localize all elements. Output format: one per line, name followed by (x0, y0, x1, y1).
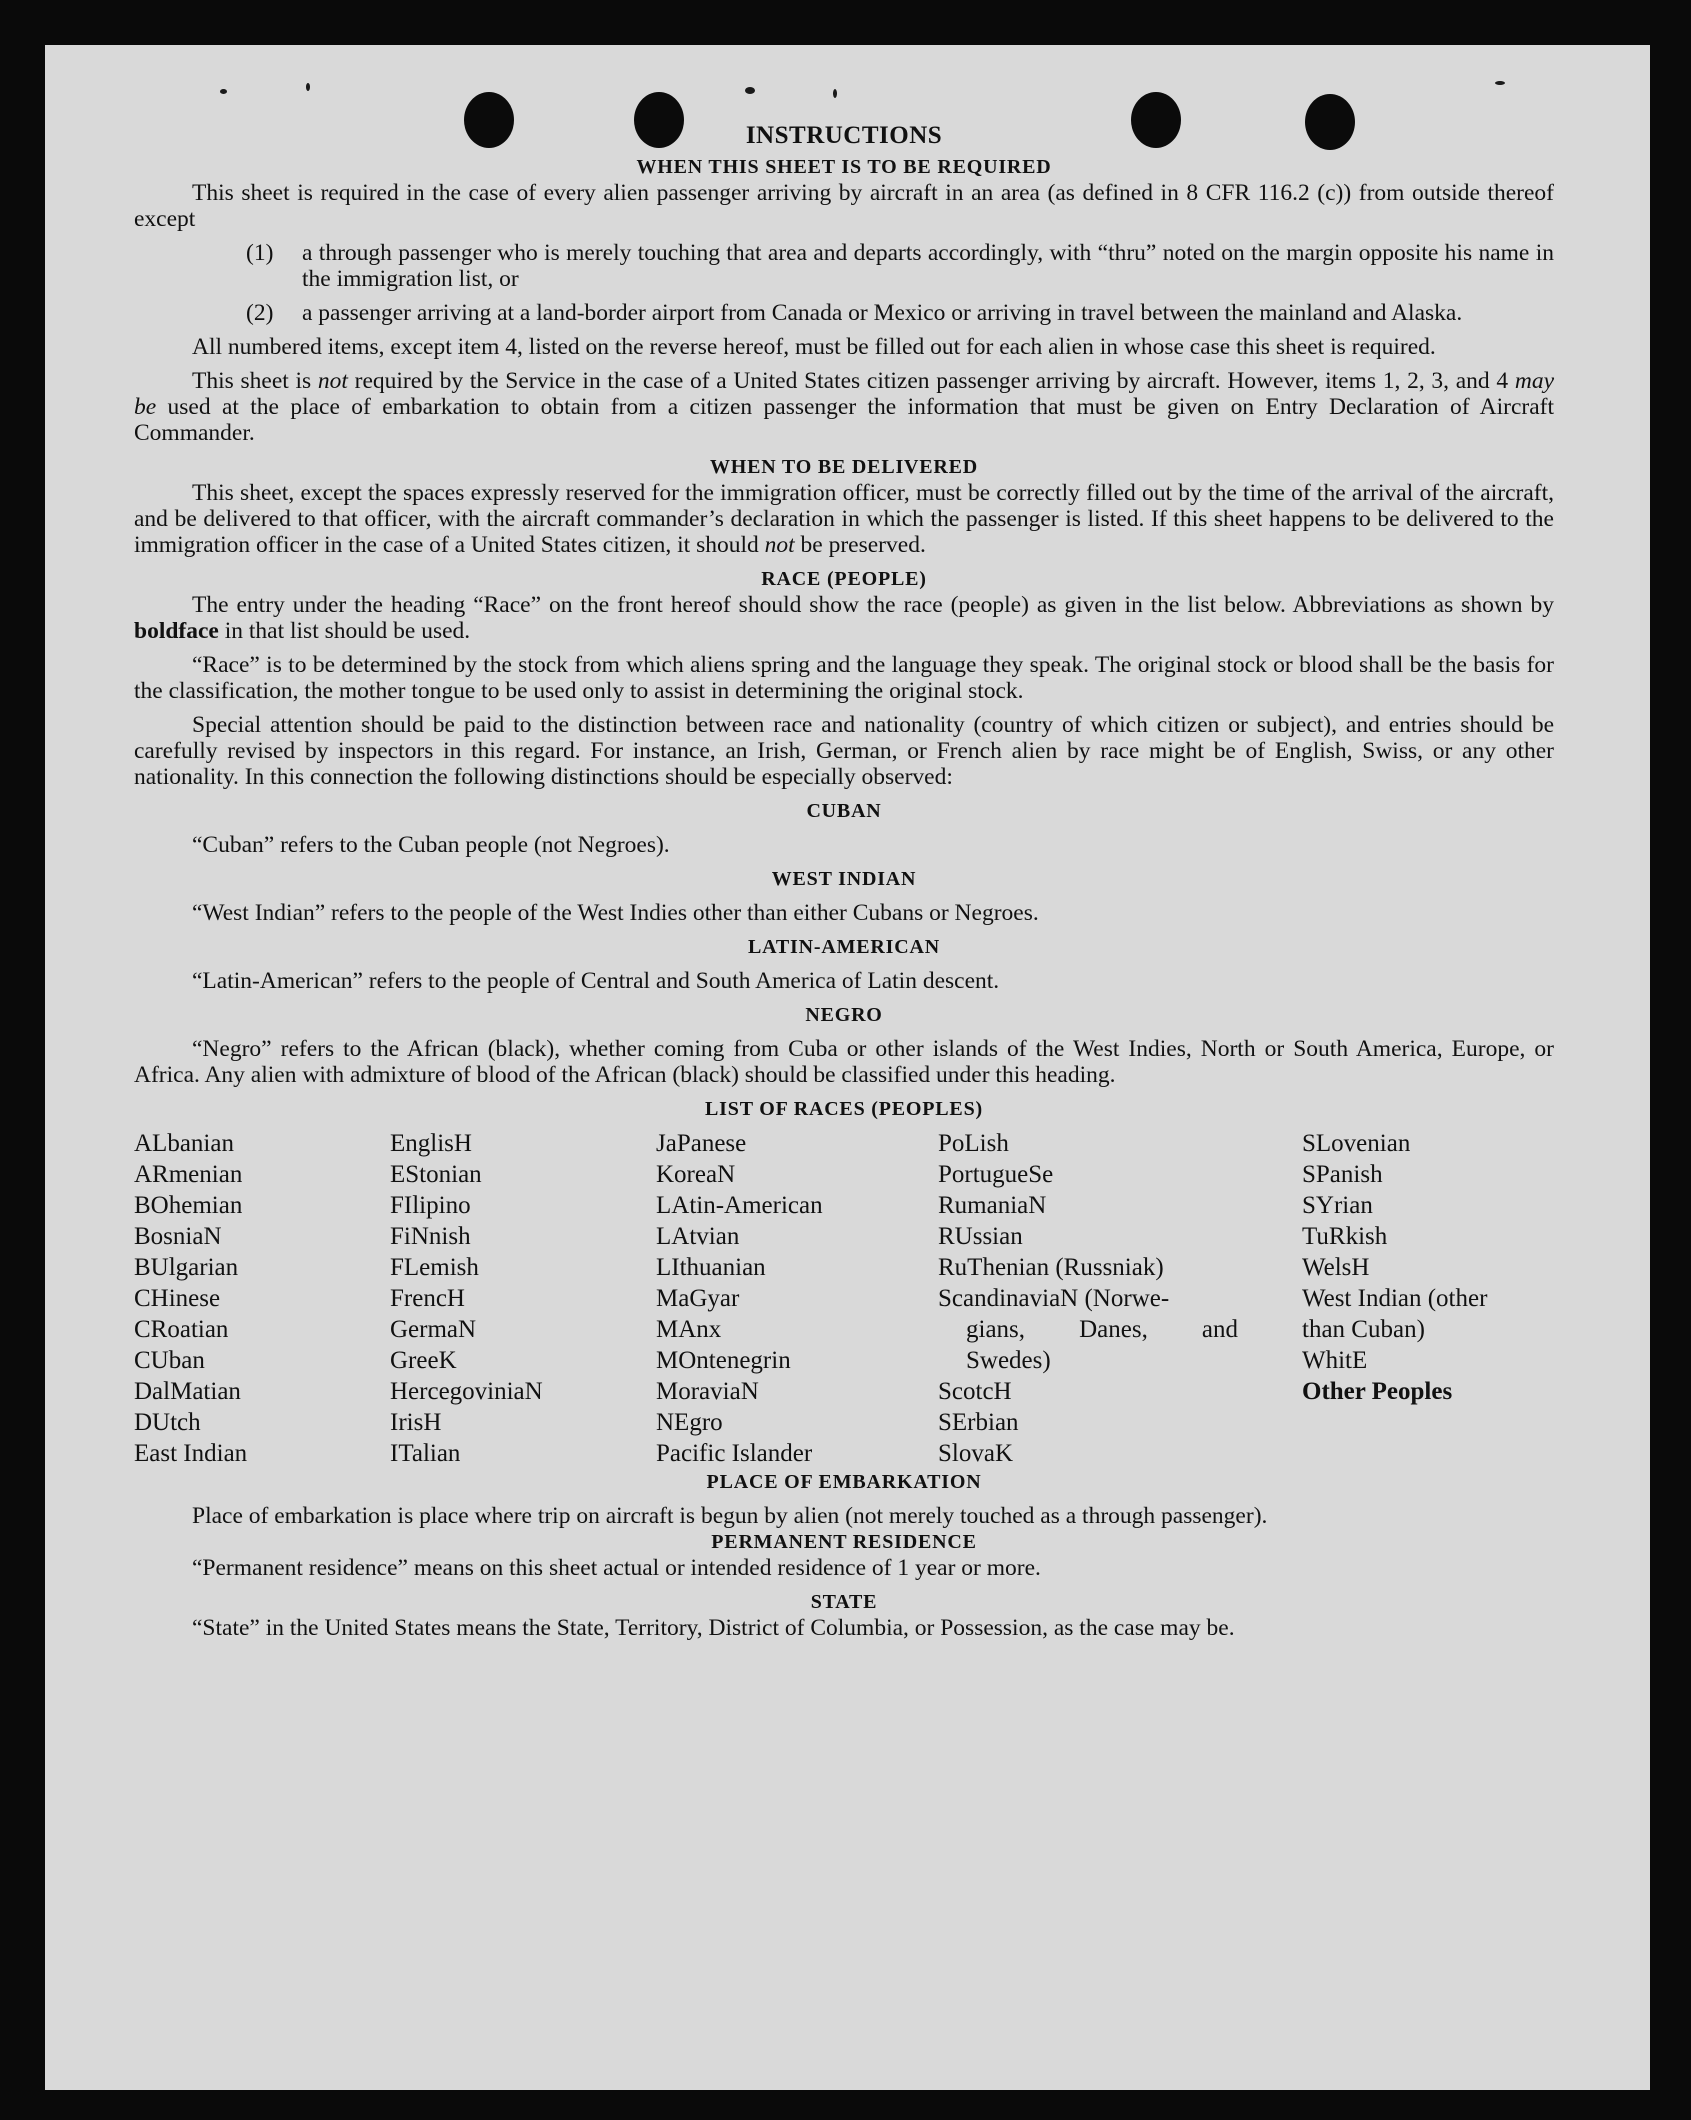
race-entry: ARmenian (134, 1161, 243, 1188)
race-entry: SPanish (1302, 1161, 1383, 1188)
paragraph: All numbered items, except item 4, listed on the reverse hereof, must be filled out for each alien in whose case this sheet is required. (192, 334, 1436, 360)
race-entry: Pacific Islander (656, 1440, 813, 1467)
race-column (938, 1128, 1302, 1469)
race-entry: CUban (134, 1347, 205, 1374)
race-entry: WelsH (1302, 1254, 1370, 1281)
race-entry: MaGyar (656, 1285, 740, 1312)
list-item (246, 240, 1554, 292)
race-entry: HercegoviniaN (390, 1378, 543, 1405)
race-column (134, 1128, 390, 1469)
race-entry: RUssian (938, 1223, 1023, 1250)
paragraph: This sheet is required in the case of every alien passenger arriving by aircraft in an area (as defined in 8 CFR 116.2 (c)) from outside thereof except (134, 180, 1554, 232)
paragraph: “State” in the United States means the State, Territory, District of Columbia, or Possession, as the case may be. (192, 1615, 1235, 1641)
race-entry: FiNnish (390, 1223, 471, 1250)
race-entry: WhitE (1302, 1347, 1368, 1374)
section-title-race: RACE (PEOPLE) (761, 568, 927, 590)
race-entry: SlovaK (938, 1440, 1013, 1467)
ink-speck (1495, 81, 1505, 85)
race-entry: PortugueSe (938, 1161, 1054, 1188)
paragraph: “West Indian” refers to the people of the West Indies other than either Cubans or Negroes. (192, 900, 1039, 926)
race-entry: RumaniaN (938, 1192, 1047, 1219)
race-entry: ScandinaviaN (Norwe- (938, 1285, 1170, 1312)
race-entry: PoLish (938, 1130, 1009, 1157)
race-entry: GermaN (390, 1316, 477, 1343)
race-entry: IrisH (390, 1409, 442, 1436)
list-item (246, 300, 1554, 326)
paragraph: “Cuban” refers to the Cuban people (not Negroes). (192, 832, 670, 858)
race-entry: DalMatian (134, 1378, 241, 1405)
race-entry: ITalian (390, 1440, 461, 1467)
paragraph: “Negro” refers to the African (black), whether coming from Cuba or other islands of the West Indies, North or South America, Europe, or Africa. Any alien with admixture of blood of the African (black) should be classified under this heading. (134, 1036, 1554, 1088)
race-entry: SErbian (938, 1409, 1019, 1436)
race-entry: TuRkish (1302, 1223, 1388, 1250)
ink-speck (745, 87, 755, 94)
race-entry: West Indian (other (1302, 1285, 1488, 1312)
race-entry: MAnx (656, 1316, 722, 1343)
race-entry: ScotcH (938, 1378, 1012, 1405)
race-entry: KoreaN (656, 1161, 736, 1188)
race-entry-continued: gians, Danes, and (966, 1316, 1238, 1343)
item-text: a through passenger who is merely touching that area and departs accordingly, with “thru” noted on the margin opposite his name in the immigration list, or (302, 240, 1554, 292)
race-entry-continued: than Cuban) (1302, 1316, 1425, 1343)
paragraph: “Latin-American” refers to the people of Central and South America of Latin descent. (192, 968, 1000, 994)
race-entry: EStonian (390, 1161, 482, 1188)
paragraph: Special attention should be paid to the distinction between race and nationality (country of which citizen or subject), and entries should be carefully revised by inspectors in this regard. For instance, an Irish, German, or French alien by race might be of English, Swiss, or any other nationality. In this connection the following distinctions should be especially observed: (134, 712, 1554, 790)
item-text: a passenger arriving at a land-border airport from Canada or Mexico or arriving in travel between the mainland and Alaska. (302, 300, 1463, 326)
race-entry: FrencH (390, 1285, 465, 1312)
instructions-body (134, 118, 1554, 1641)
race-column (1302, 1128, 1554, 1469)
section-title-state: STATE (810, 1591, 878, 1613)
race-entry: ALbanian (134, 1130, 234, 1157)
section-title-latin-american: LATIN-AMERICAN (748, 936, 940, 958)
paragraph: The entry under the heading “Race” on the front hereof should show the race (people) as given in the list below. Abbreviations as shown by boldface in that list should be used. (134, 592, 1554, 644)
race-entry: SYrian (1302, 1192, 1373, 1219)
race-entry: BUlgarian (134, 1254, 239, 1281)
race-entry: BosniaN (134, 1223, 222, 1250)
ink-speck (306, 83, 310, 91)
race-entry: GreeK (390, 1347, 457, 1374)
section-title-embarkation: PLACE OF EMBARKATION (706, 1471, 982, 1493)
race-entry: FLemish (390, 1254, 479, 1281)
race-entry: LIthuanian (656, 1254, 766, 1281)
ink-speck (220, 89, 227, 94)
item-number: (1) (246, 240, 274, 266)
race-entry: LAtin-American (656, 1192, 823, 1219)
race-entry: BOhemian (134, 1192, 243, 1219)
race-entry: LAtvian (656, 1223, 740, 1250)
race-entry: FIlipino (390, 1192, 471, 1219)
race-entry: MOntenegrin (656, 1347, 791, 1374)
ink-speck (833, 89, 837, 98)
race-entry: JaPanese (656, 1130, 747, 1157)
section-title-negro: NEGRO (805, 1004, 883, 1026)
paragraph: This sheet, except the spaces expressly reserved for the immigration officer, must be correctly filled out by the time of the arrival of the aircraft, and be delivered to that officer, with the aircraft commander’s declaration in which the passenger is listed. If this sheet happens to be delivered to the immigration officer in the case of a United States citizen, it should not be preserved. (134, 480, 1554, 558)
paragraph: “Race” is to be determined by the stock from which aliens spring and the language they speak. The original stock or blood shall be the basis for the classification, the mother tongue to be used only to assist in determining the original stock. (134, 652, 1554, 704)
section-title-list-of-races: LIST OF RACES (PEOPLES) (705, 1098, 983, 1120)
race-entry-continued: Swedes) (966, 1347, 1051, 1374)
item-number: (2) (246, 300, 274, 326)
section-title-residence: PERMANENT RESIDENCE (711, 1531, 977, 1553)
race-entry: East Indian (134, 1440, 248, 1467)
paragraph: This sheet is not required by the Service in the case of a United States citizen passenger arriving by aircraft. However, items 1, 2, 3, and 4 may be used at the place of embarkation to obtain from a citizen passenger the information that must be given on Entry Declaration of Aircraft Commander. (134, 368, 1554, 446)
race-list (134, 1128, 1554, 1469)
race-entry: DUtch (134, 1409, 201, 1436)
race-entry: MoraviaN (656, 1378, 759, 1405)
section-title-delivered: WHEN TO BE DELIVERED (709, 456, 979, 478)
race-column (656, 1128, 938, 1469)
race-entry: CRoatian (134, 1316, 229, 1343)
race-entry: SLovenian (1302, 1130, 1411, 1157)
paragraph: Place of embarkation is place where trip on aircraft is begun by alien (not merely touched as a through passenger). (192, 1503, 1268, 1529)
page-title: INSTRUCTIONS (745, 122, 943, 149)
race-entry: Other Peoples (1302, 1378, 1453, 1405)
race-entry: RuThenian (Russniak) (938, 1254, 1164, 1281)
race-entry: EnglisH (390, 1130, 472, 1157)
race-entry: CHinese (134, 1285, 221, 1312)
section-title-west-indian: WEST INDIAN (771, 868, 917, 890)
section-title-required: WHEN THIS SHEET IS TO BE REQUIRED (636, 156, 1052, 178)
section-title-cuban: CUBAN (806, 800, 882, 822)
race-entry: NEgro (656, 1409, 723, 1436)
paragraph: “Permanent residence” means on this sheet actual or intended residence of 1 year or more. (192, 1555, 1041, 1581)
race-column (390, 1128, 656, 1469)
